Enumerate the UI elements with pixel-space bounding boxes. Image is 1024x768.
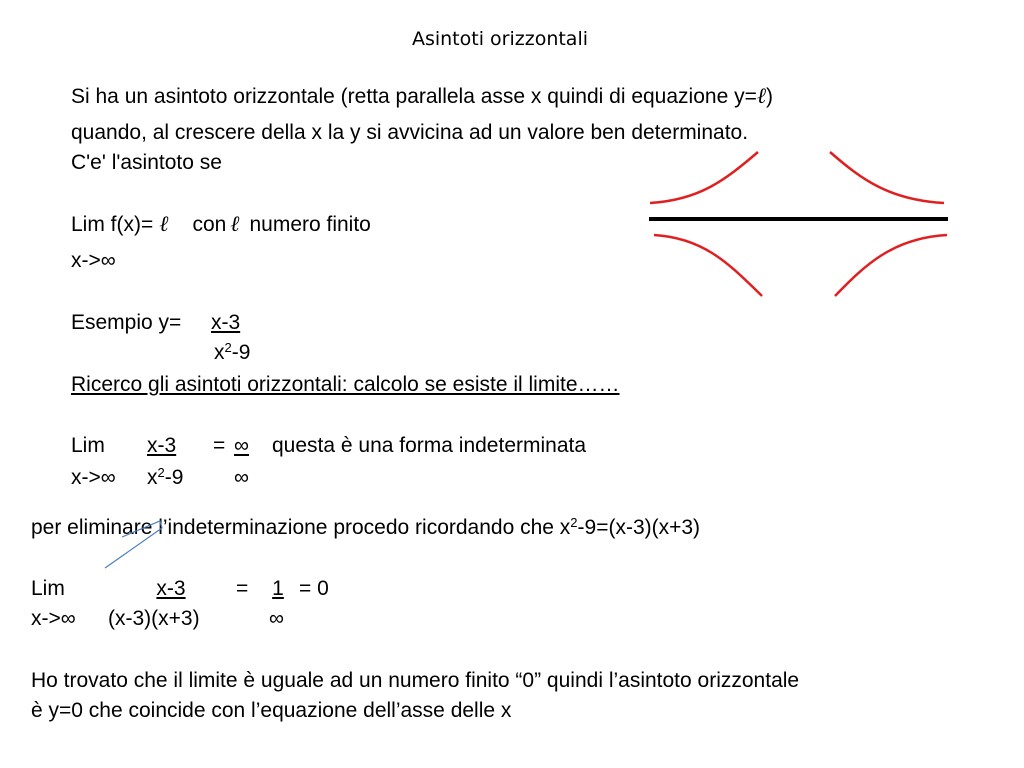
elimina-text: per eliminare l’indeterminazione procedo ricordando che x (31, 516, 571, 539)
limit1-infinity-bottom: ∞ (234, 466, 249, 489)
elimina-exp: 2 (570, 515, 578, 530)
limit1-numerator: x-3 (147, 434, 177, 457)
limit1-forma: questa è una forma indeterminata (272, 434, 587, 457)
ell-symbol: ℓ (159, 212, 169, 237)
conclusion-line-1: Ho trovato che il limite è uguale ad un numero finito “0” quindi l’asintoto orizzontale (31, 669, 800, 692)
example-den-rest: -9 (231, 341, 251, 364)
curve-upper-right (830, 152, 944, 203)
limit1-den-exp: 2 (157, 465, 165, 480)
limit2-numerator: x-3 (156, 577, 186, 600)
limit1-den-rest: -9 (164, 466, 184, 489)
ell-symbol: ℓ (756, 84, 767, 109)
limit2-equals: = (236, 577, 249, 600)
limit-definition-con: con (192, 213, 227, 236)
limit-definition-lim: Lim f(x)= (71, 213, 154, 236)
curve-lower-left (654, 235, 762, 296)
ell-symbol: ℓ (230, 212, 240, 237)
ricerco-line: Ricerco gli asintoti orizzontali: calcolo se esiste il limite…… (71, 373, 620, 396)
limit2-one: 1 (272, 577, 284, 600)
limit2-result: = 0 (299, 577, 329, 600)
limit1-lim: Lim (71, 434, 105, 457)
limit-definition-finito: numero finito (249, 213, 371, 236)
limit2-xto: x->∞ (31, 607, 76, 630)
annotation-line (105, 521, 162, 568)
limit2-denominator: (x-3)(x+3) (108, 607, 200, 630)
limit-definition-xto: x->∞ (71, 249, 116, 272)
limit2-lim: Lim (31, 577, 65, 600)
limit1-equals: = (213, 434, 226, 457)
slide-title: Asintoti orizzontali (411, 28, 589, 50)
intro-line-1-text: Si ha un asintoto orizzontale (retta parallela asse x quindi di equazione y= (71, 85, 757, 108)
limit1-xto: x->∞ (71, 466, 116, 489)
example-label: Esempio y= (71, 311, 182, 334)
limit1-infinity-top: ∞ (234, 434, 249, 457)
elimina-rest: -9=(x-3)(x+3) (577, 516, 701, 539)
curve-upper-left (650, 152, 758, 203)
curve-lower-right (835, 235, 947, 296)
example-numerator: x-3 (211, 311, 241, 334)
limit1-den-base: x (147, 466, 158, 489)
intro-line-1-end: ) (766, 85, 774, 108)
intro-line-3: C'e' l'asintoto se (71, 151, 222, 174)
conclusion-line-2: è y=0 che coincide con l’equazione dell’asse delle x (31, 699, 512, 722)
example-den-base: x (214, 341, 225, 364)
limit2-infinity: ∞ (269, 607, 284, 630)
example-den-exp: 2 (224, 340, 232, 355)
intro-line-2: quando, al crescere della x la y si avvicina ad un valore ben determinato. (71, 121, 749, 144)
